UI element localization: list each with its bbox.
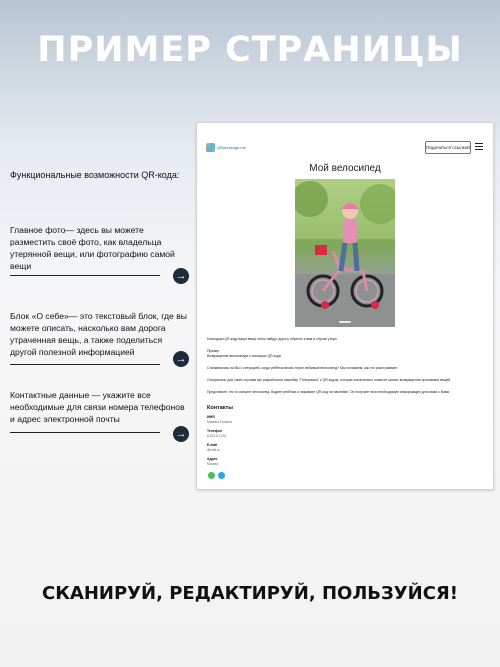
body-text: Пример bbox=[207, 349, 220, 353]
feature-main-photo bbox=[10, 224, 190, 272]
hero-title: ПРИМЕР СТРАНИЦЫ bbox=[37, 30, 463, 70]
body-text: Благодаря QR-коду ваши вещи легко найдут дорогу обратно к вам в случае утери. bbox=[207, 337, 338, 341]
arrow-right-icon[interactable]: → bbox=[173, 268, 189, 284]
footer-slogan: СКАНИРУЙ, РЕДАКТИРУЙ, ПОЛЬЗУЙСЯ! bbox=[41, 583, 458, 604]
carousel-indicator[interactable] bbox=[339, 321, 351, 323]
contact-value: Мамина Татьяна bbox=[207, 420, 232, 424]
contact-value[interactable]: @mail.ru bbox=[207, 448, 220, 452]
divider bbox=[10, 432, 160, 433]
features-intro: Функциональные возможности QR-кода: bbox=[10, 170, 180, 180]
contact-label: Телефон bbox=[207, 429, 222, 433]
feature-contacts bbox=[10, 389, 190, 425]
contacts-title: Контакты bbox=[207, 405, 233, 411]
body-text: Специально для таких случаев мы разработали наклейку "Потеряшка" с QR-кодом, которая значительно повысит шансы возвращения пропавших вещей. bbox=[207, 378, 452, 382]
divider bbox=[10, 364, 160, 365]
body-text: Сталкивались ли Вы с ситуацией, когда ребёнок вновь терял любимый велосипед? Мы понимаем, как это расстраивает. bbox=[207, 366, 398, 370]
preview-title: Мой велосипед bbox=[309, 163, 381, 174]
contact-value: Москва bbox=[207, 462, 218, 466]
preview-header bbox=[197, 123, 493, 155]
arrow-right-icon[interactable]: → bbox=[173, 351, 189, 367]
contact-label: Адрес bbox=[207, 457, 218, 461]
body-text: Представьте: это то концепт велосипед. Водите ребёнка и нажимает QR-код на наклейке. Он получает всю необходимую информацию для связи с Вами. bbox=[207, 390, 451, 394]
contact-label: E-mail bbox=[207, 443, 218, 447]
body-text: Возвращение велосипеда с помощью QR кода bbox=[207, 354, 281, 358]
logo-text: QRmessage.me bbox=[217, 145, 246, 150]
arrow-right-icon[interactable]: → bbox=[173, 426, 189, 442]
feature-text: Контактные данные — укажите все необходимые для связи номера телефонов и адрес электронной почты bbox=[10, 390, 185, 424]
share-link-button[interactable]: Поделиться ссылкой bbox=[425, 141, 471, 154]
whatsapp-icon[interactable] bbox=[208, 472, 215, 479]
hamburger-menu-icon[interactable] bbox=[475, 143, 483, 150]
feature-about bbox=[10, 310, 190, 358]
main-photo bbox=[295, 179, 395, 327]
page-preview bbox=[196, 122, 494, 490]
child-bike-illustration bbox=[295, 179, 395, 327]
contact-value[interactable]: 8-912-8-1234 bbox=[207, 434, 227, 438]
contact-label: ИМЯ bbox=[207, 415, 215, 419]
logo[interactable] bbox=[206, 143, 246, 152]
telegram-icon[interactable] bbox=[218, 472, 225, 479]
qr-logo-icon bbox=[206, 143, 215, 152]
divider bbox=[10, 275, 160, 276]
feature-text: Главное фото— здесь вы можете разместить своё фото, как владельца утерянной вещи, или фотографию самой вещи bbox=[10, 225, 175, 271]
feature-text: Блок «О себе»— это текстовый блок, где вы можете описать, насколько вам дорога утраченная вещь, а также поделиться другой полезной информацией bbox=[10, 311, 187, 357]
